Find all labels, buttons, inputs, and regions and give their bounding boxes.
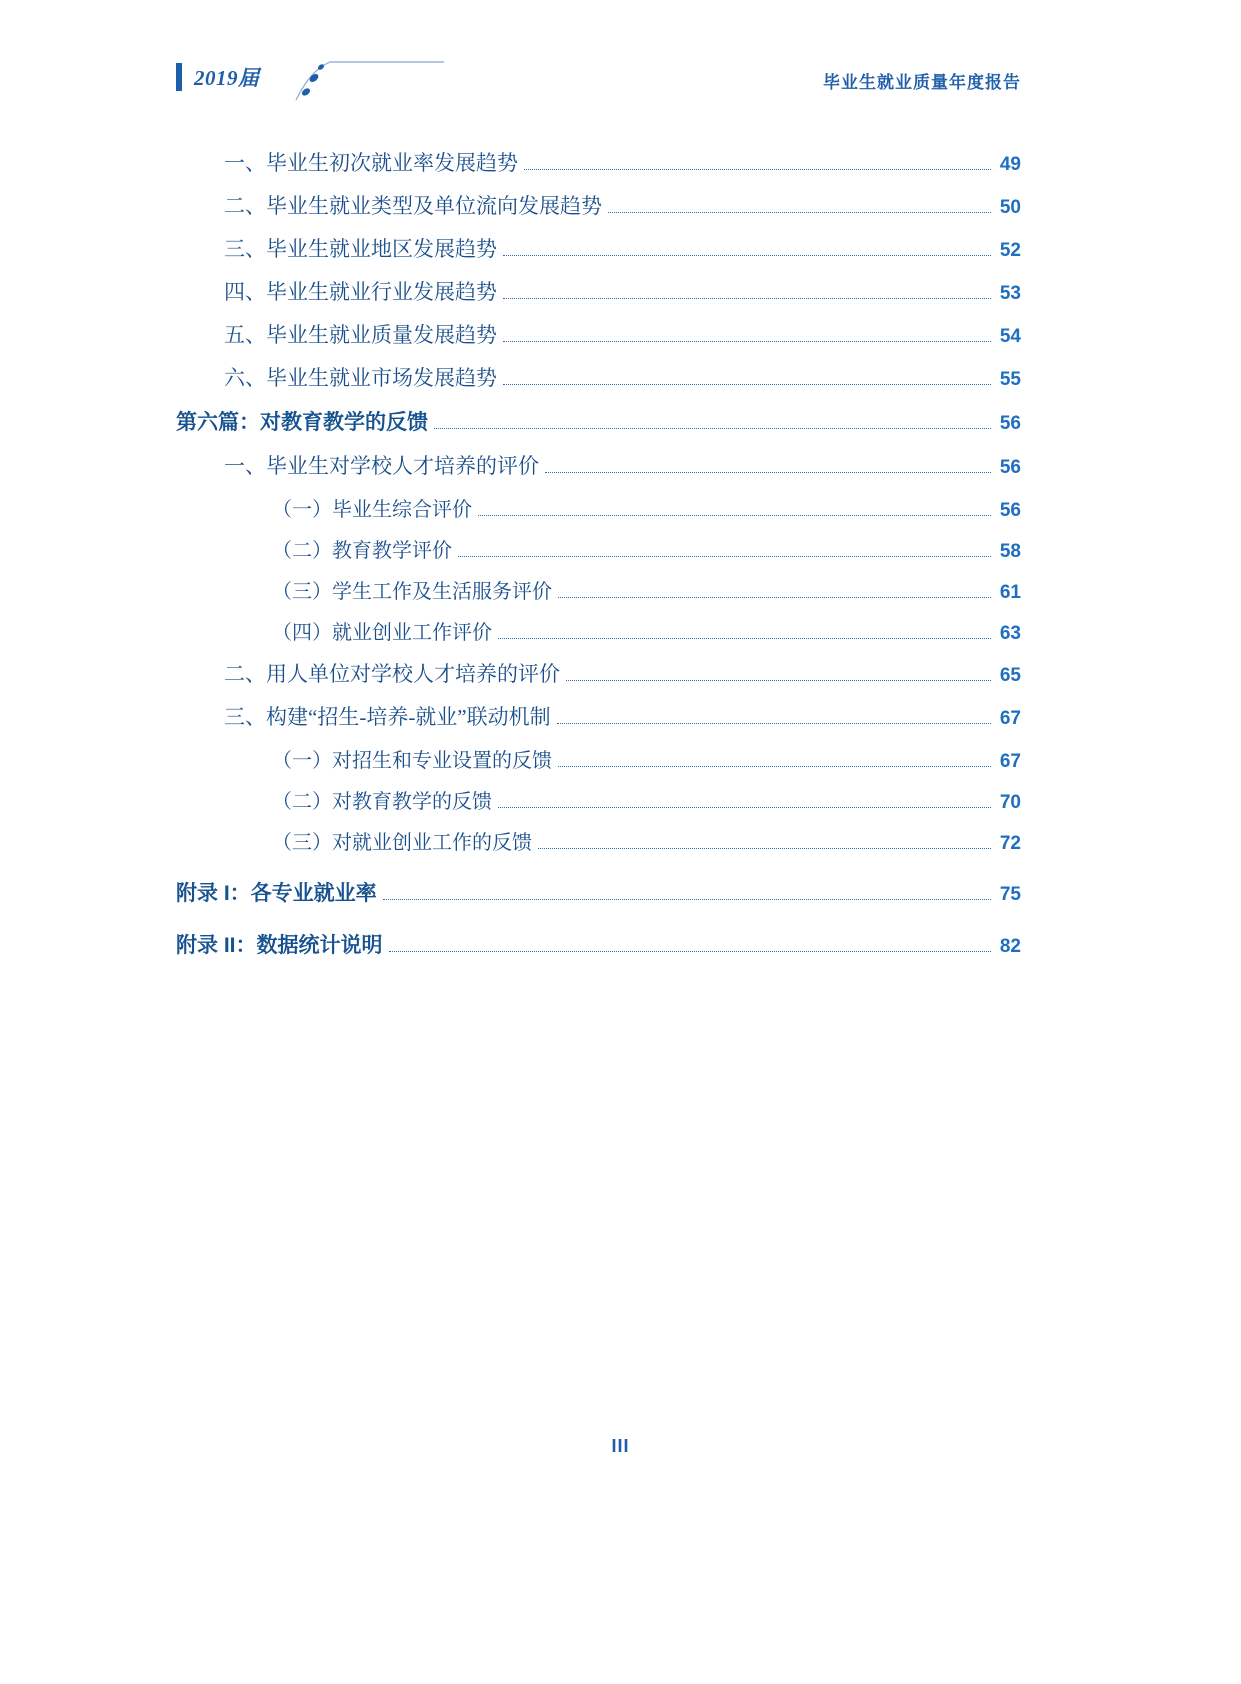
toc-entry-label: 四、毕业生就业行业发展趋势 [224, 280, 497, 304]
toc-leader-dots [478, 515, 991, 516]
toc-entry-page: 56 [999, 413, 1021, 434]
toc-leader-dots [558, 766, 991, 767]
toc-entry[interactable] [176, 147, 1021, 177]
toc-entry[interactable] [176, 362, 1021, 392]
toc-leader-dots [389, 951, 991, 952]
toc-leader-dots [558, 597, 991, 598]
toc-leader-dots [524, 169, 991, 170]
toc-entry-page: 54 [999, 326, 1021, 347]
toc-entry[interactable] [176, 233, 1021, 263]
toc-leader-dots [458, 556, 991, 557]
header-report-title: 毕业生就业质量年度报告 [823, 73, 1021, 92]
toc-leader-dots [503, 384, 991, 385]
toc-entry-page: 58 [999, 541, 1021, 562]
toc-entry-label: 第六篇：对教育教学的反馈 [176, 411, 428, 434]
toc-entry-appendix[interactable] [176, 929, 1021, 959]
toc-entry-label: （三）学生工作及生活服务评价 [272, 581, 552, 603]
toc-leader-dots [434, 428, 991, 429]
toc-entry-label: （二）教育教学评价 [272, 540, 452, 562]
toc-entry-label: 五、毕业生就业质量发展趋势 [224, 323, 497, 347]
toc-entry[interactable] [176, 826, 1021, 855]
toc-entry-label: 附录 II：数据统计说明 [176, 934, 383, 957]
toc-entry[interactable] [176, 493, 1021, 522]
toc-entry-page: 50 [999, 197, 1021, 218]
toc-entry-label: 二、用人单位对学校人才培养的评价 [224, 662, 560, 686]
toc-entry-page: 82 [999, 936, 1021, 957]
toc-entry[interactable] [176, 575, 1021, 604]
toc-leader-dots [383, 899, 991, 900]
toc-leader-dots [608, 212, 991, 213]
toc-leader-dots [503, 255, 991, 256]
header-accent-bar [176, 63, 182, 91]
toc-entry[interactable] [176, 616, 1021, 645]
toc-entry-page: 56 [999, 457, 1021, 478]
toc-entry[interactable] [176, 190, 1021, 220]
toc-entry-label: 六、毕业生就业市场发展趋势 [224, 366, 497, 390]
toc-entry-page: 72 [999, 833, 1021, 854]
toc-entry-label: 附录 I：各专业就业率 [176, 882, 377, 905]
toc-entry-page: 67 [999, 708, 1021, 729]
toc-entry-page: 75 [999, 884, 1021, 905]
toc-entry-page: 55 [999, 369, 1021, 390]
toc-leader-dots [538, 848, 991, 849]
toc-entry[interactable] [176, 276, 1021, 306]
toc-entry[interactable] [176, 785, 1021, 814]
swoosh-decoration-icon [284, 58, 444, 104]
toc-entry-label: （一）毕业生综合评价 [272, 499, 472, 521]
toc-entry-page: 52 [999, 240, 1021, 261]
toc-entry-appendix[interactable] [176, 877, 1021, 907]
toc-entry[interactable] [176, 319, 1021, 349]
toc-entry-page: 56 [999, 500, 1021, 521]
toc-entry-label: （三）对就业创业工作的反馈 [272, 832, 532, 854]
toc-leader-dots [545, 472, 991, 473]
toc-entry-label: 三、构建“招生-培养-就业”联动机制 [224, 705, 551, 729]
page-footer [0, 1436, 1241, 1457]
footer-page-number: III [611, 1436, 630, 1456]
page-header [176, 62, 1021, 112]
table-of-contents [176, 134, 1021, 981]
toc-leader-dots [503, 341, 991, 342]
toc-entry-label: （四）就业创业工作评价 [272, 622, 492, 644]
toc-entry-page: 63 [999, 623, 1021, 644]
toc-entry-label: （一）对招生和专业设置的反馈 [272, 750, 552, 772]
toc-leader-dots [498, 807, 991, 808]
toc-entry-page: 70 [999, 792, 1021, 813]
toc-entry[interactable] [176, 534, 1021, 563]
toc-entry[interactable] [176, 701, 1021, 731]
toc-leader-dots [566, 680, 991, 681]
toc-entry-label: 一、毕业生初次就业率发展趋势 [224, 151, 518, 175]
toc-entry-page: 61 [999, 582, 1021, 603]
toc-entry-page: 67 [999, 751, 1021, 772]
toc-entry-label: 二、毕业生就业类型及单位流向发展趋势 [224, 194, 602, 218]
toc-entry-label: 一、毕业生对学校人才培养的评价 [224, 454, 539, 478]
toc-entry[interactable] [176, 450, 1021, 480]
toc-entry-page: 65 [999, 665, 1021, 686]
toc-leader-dots [557, 723, 991, 724]
toc-entry[interactable] [176, 744, 1021, 773]
header-year-label: 2019届 [194, 66, 260, 90]
toc-entry-label: （二）对教育教学的反馈 [272, 791, 492, 813]
toc-entry-page: 49 [999, 154, 1021, 175]
toc-leader-dots [498, 638, 991, 639]
header-brand [176, 62, 260, 92]
toc-entry-part[interactable] [176, 406, 1021, 436]
toc-entry-page: 53 [999, 283, 1021, 304]
toc-entry[interactable] [176, 658, 1021, 688]
toc-leader-dots [503, 298, 991, 299]
toc-entry-label: 三、毕业生就业地区发展趋势 [224, 237, 497, 261]
